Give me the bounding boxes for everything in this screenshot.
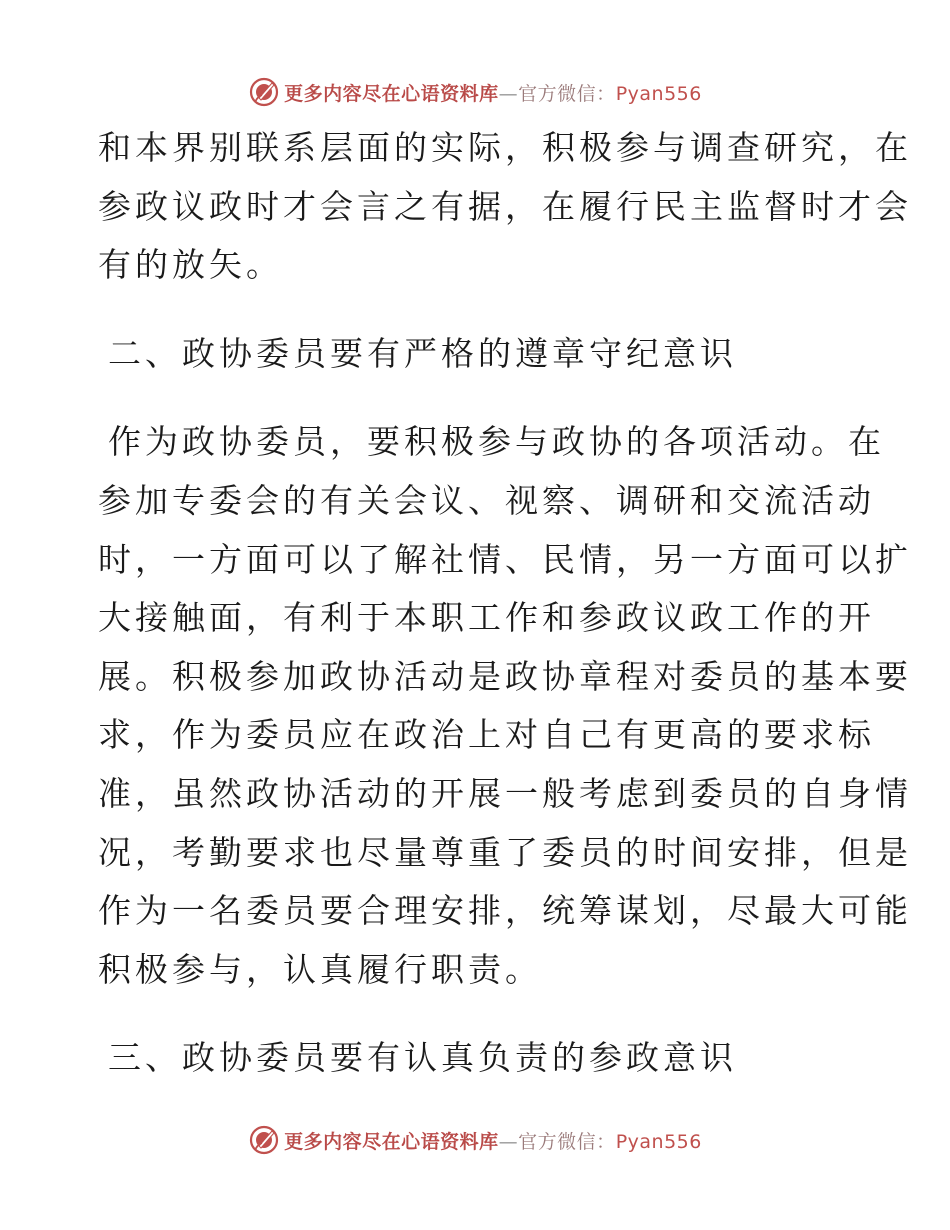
- text-line: 有的放矢。: [98, 245, 283, 285]
- quill-logo-icon: [248, 76, 280, 108]
- text-line: 求，作为委员应在政治上对自己有更高的要求标: [98, 715, 875, 755]
- watermark-text: 更多内容尽在心语资料库—官方微信：Pyan556: [284, 82, 702, 105]
- text-line: 积极参与，认真履行职责。: [98, 949, 542, 989]
- paragraph-1: [98, 119, 912, 295]
- footer-watermark: [0, 1120, 950, 1160]
- watermark-text: 更多内容尽在心语资料库—官方微信：Pyan556: [284, 1130, 702, 1153]
- paragraph-2: [98, 413, 912, 999]
- header-watermark: [0, 72, 950, 112]
- text-line: 作为一名委员要合理安排，统筹谋划，尽最大可能: [98, 891, 912, 931]
- quill-logo-icon: [248, 1124, 280, 1156]
- section-heading-2: 二、政协委员要有严格的遵章守纪意识: [108, 333, 737, 373]
- text-line: 参政议政时才会言之有据，在履行民主监督时才会: [98, 186, 912, 226]
- text-line: 作为政协委员，要积极参与政协的各项活动。在: [108, 422, 885, 462]
- text-line: 参加专委会的有关会议、视察、调研和交流活动: [98, 480, 875, 520]
- text-line: 展。积极参加政协活动是政协章程对委员的基本要: [98, 656, 912, 696]
- text-line: 准，虽然政协活动的开展一般考虑到委员的自身情: [98, 773, 912, 813]
- text-line: 况，考勤要求也尽量尊重了委员的时间安排，但是: [98, 832, 912, 872]
- text-line: 和本界别联系层面的实际，积极参与调查研究，在: [98, 128, 912, 167]
- document-body: [98, 119, 912, 1088]
- section-heading-3: 三、政协委员要有认真负责的参政意识: [108, 1038, 737, 1078]
- text-line: 时，一方面可以了解社情、民情，另一方面可以扩: [98, 539, 912, 579]
- text-line: 大接触面，有利于本职工作和参政议政工作的开: [98, 598, 875, 638]
